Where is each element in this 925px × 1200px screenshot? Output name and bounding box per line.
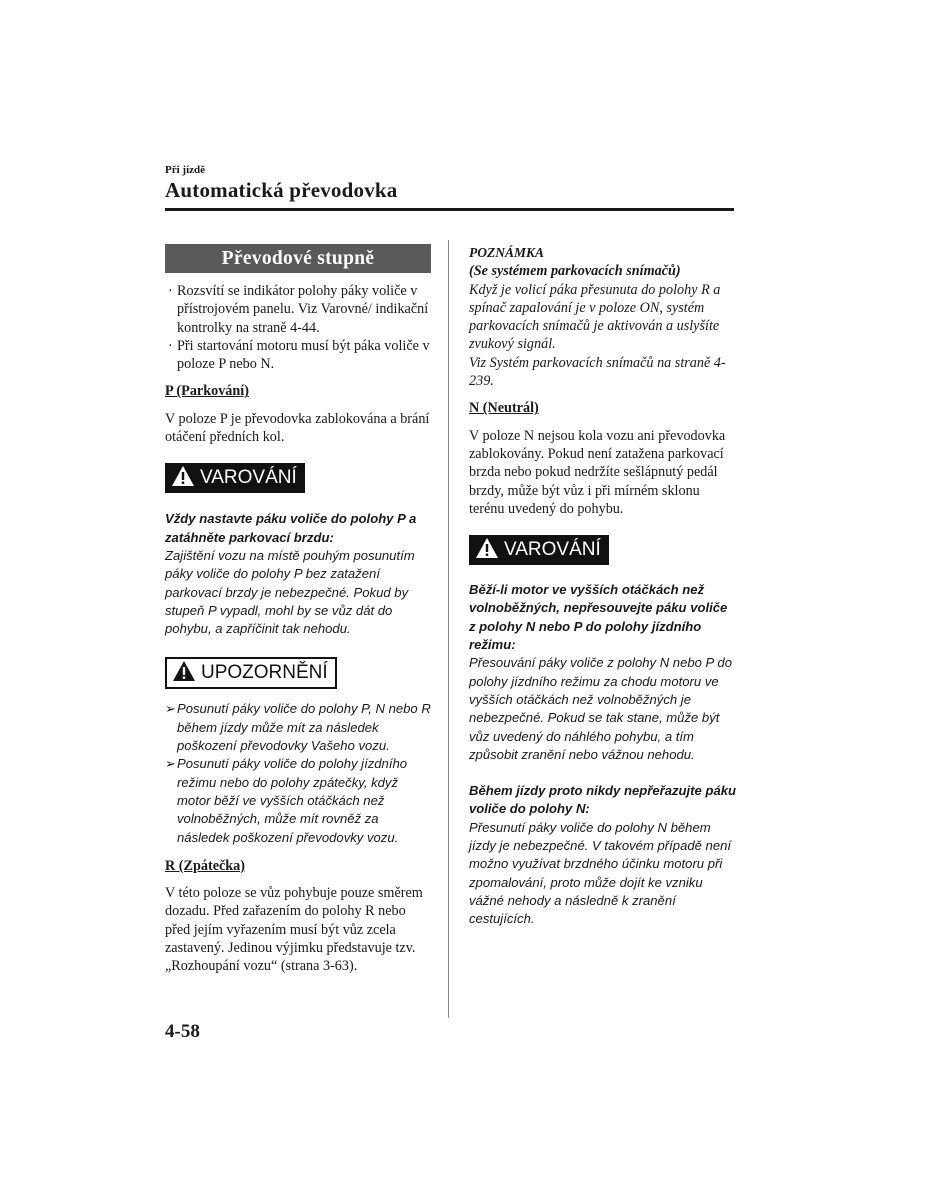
caution-list <box>165 700 431 846</box>
intro-bullets <box>165 282 431 373</box>
caution-item-text: Posunutí páky voliče do polohy jízdního režimu nebo do polohy zpátečky, když motor běží ve vyšších otáčkách než volnoběžných, může mít rovněž za následek poškození převodovky vozu. <box>177 756 408 845</box>
p-text: V poloze P je převodovka zablokována a brání otáčení předních kol. <box>165 410 430 446</box>
warning-label <box>469 535 609 565</box>
warning-label-text: VAROVÁNÍ <box>200 467 297 489</box>
list-item: · Při startování motoru musí být páka voliče v poloze P nebo N. <box>168 337 430 373</box>
note-reference: Viz Systém parkovacích snímačů na straně 4-239. <box>469 354 726 390</box>
section-banner: Převodové stupně <box>165 244 431 273</box>
chapter-title: Automatická převodovka <box>165 178 398 202</box>
warning-body: Přesouvání páky voliče z polohy N nebo P do polohy jízdního režimu za chodu motoru ve vyšších otáčkách než volnoběžných je nebezpečné. Pokud se tak stane, může být vůz uvedený do náhlého pohybu, a tím způsobit zranění nebo vážnou nehodu. <box>469 655 732 762</box>
bullet-text: Rozsvítí se indikátor polohy páky voliče v přístrojovém panelu. Viz Varovné/ indikační kontrolky na straně 4-44. <box>177 283 429 336</box>
page-number: 4-58 <box>165 1021 200 1042</box>
caution-label <box>165 657 337 689</box>
warning-block <box>469 581 737 928</box>
n-text: V poloze N nejsou kola vozu ani převodovka zablokovány. Pokud není zatažena parkovací brzda nebo pokud nedržíte sešlápnutý pedál brzdy, může být vůz i při mírném sklonu terénu uvedený do pohybu. <box>469 427 726 517</box>
caution-triangle-icon <box>172 660 196 682</box>
warning-triangle-icon <box>171 465 195 487</box>
running-head: Při jízdě <box>165 164 206 176</box>
note-body: Když je volicí páka přesunuta do polohy R a spínač zapalování je v poloze ON, systém parkovacích snímačů je aktivován a uslyšíte zvukový signál. <box>469 281 721 353</box>
warning-label-text: VAROVÁNÍ <box>504 539 601 561</box>
p-heading: P (Parkování) <box>165 383 249 400</box>
n-heading: N (Neutrál) <box>469 400 539 417</box>
warning-heading: Běží-li motor ve vyšších otáčkách než volnoběžných, nepřesouvejte páku voliče z polohy N nebo P do polohy jízdního režimu: <box>469 582 728 653</box>
left-column <box>165 244 431 976</box>
warning-triangle-icon <box>475 537 499 559</box>
warning-heading: Během jízdy proto nikdy nepřeřazujte páku voliče do polohy N: <box>469 783 737 817</box>
r-heading: R (Zpátečka) <box>165 857 245 874</box>
caution-label-text: UPOZORNĚNÍ <box>201 662 328 684</box>
warning-body: Zajištění vozu na místě pouhým posunutím páky voliče do polohy P bez zatažení parkovací brzdy je nebezpečné. Pokud by stupeň P vypadl, mohl by se vůz dát do pohybu, a zapříčinit tak nehodu. <box>165 547 415 637</box>
caution-item-text: Posunutí páky voliče do polohy P, N nebo R během jízdy může mít za následek poškození převodovky Vašeho vozu. <box>177 701 431 754</box>
list-item <box>165 700 431 755</box>
header-rule <box>165 208 734 211</box>
column-divider <box>448 240 449 1018</box>
bullet-text: Při startování motoru musí být páka voliče v poloze P nebo N. <box>177 337 430 373</box>
warning-body: Přesunutí páky voliče do polohy N během jízdy je nebezpečné. V takovém případě není možno využívat brzdného účinku motoru při zpomalování, proto může dojít ke vzniku vážné nehody a následně k zranění cestujících. <box>469 819 732 927</box>
note-title: POZNÁMKA <box>469 245 545 260</box>
warning-heading: Vždy nastavte páku voliče do polohy P a zatáhněte parkovací brzdu: <box>165 511 417 545</box>
warning-label <box>165 463 305 493</box>
list-item <box>165 755 431 846</box>
list-item: · Rozsvítí se indikátor polohy páky voliče v přístrojovém panelu. Viz Varovné/ indikační kontrolky na straně 4-44. <box>168 283 429 336</box>
arrow-bullet-icon: ➢ <box>165 756 176 772</box>
r-text: V této poloze se vůz pohybuje pouze směrem dozadu. Před zařazením do polohy R nebo před jejím vyřazením musí být vůz zcela zastavený. Jedinou výjimku představuje tzv. „Rozhoupání vozu“ (strana 3-63). <box>165 885 423 975</box>
warning-block <box>165 510 431 638</box>
right-column <box>469 244 737 929</box>
note-subtitle: (Se systémem parkovacích snímačů) <box>469 263 681 280</box>
arrow-bullet-icon: ➢ <box>165 701 176 717</box>
